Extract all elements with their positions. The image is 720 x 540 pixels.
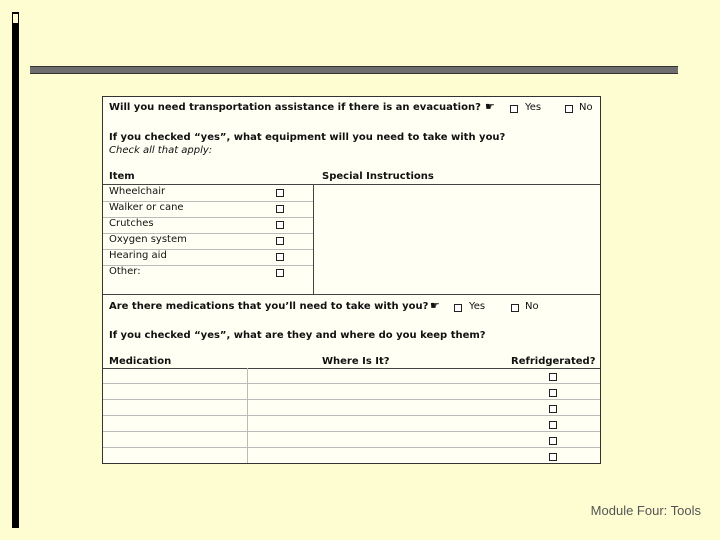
equipment-checkbox[interactable] bbox=[276, 269, 284, 277]
left-vertical-bar bbox=[12, 12, 19, 528]
equipment-item: Other: bbox=[109, 266, 141, 277]
q1-no-label: No bbox=[579, 102, 593, 113]
medication-header-divider bbox=[103, 368, 600, 369]
col-item-header: Item bbox=[109, 171, 135, 182]
q1-yes-checkbox[interactable] bbox=[510, 105, 518, 113]
refrigerated-checkbox[interactable] bbox=[549, 437, 557, 445]
equipment-item: Oxygen system bbox=[109, 234, 187, 245]
q1-yes-label: Yes bbox=[525, 102, 542, 113]
medication-row-rule bbox=[103, 383, 600, 384]
q3-question: Are there medications that you’ll need to take with you? bbox=[109, 301, 429, 312]
equipment-section-divider bbox=[103, 294, 600, 295]
q1-no-checkbox[interactable] bbox=[565, 105, 573, 113]
q3-yes-label: Yes bbox=[469, 301, 486, 312]
hand-pointer-icon: ☛ bbox=[430, 299, 440, 312]
col-where-header: Where Is It? bbox=[322, 356, 390, 367]
col-refrigerated-header: Refridgerated? bbox=[511, 356, 596, 367]
q3-no-checkbox[interactable] bbox=[511, 304, 519, 312]
hand-pointer-icon: ☛ bbox=[485, 100, 495, 113]
refrigerated-checkbox[interactable] bbox=[549, 373, 557, 381]
q2-note: Check all that apply: bbox=[109, 145, 213, 156]
q3-no-label: No bbox=[525, 301, 539, 312]
refrigerated-checkbox[interactable] bbox=[549, 421, 557, 429]
top-horizontal-bar bbox=[30, 66, 678, 74]
q4-question: If you checked “yes”, what are they and where do you keep them? bbox=[109, 330, 486, 341]
medication-row-rule bbox=[103, 431, 600, 432]
equipment-item: Wheelchair bbox=[109, 186, 166, 197]
equipment-checkbox[interactable] bbox=[276, 253, 284, 261]
evacuation-form bbox=[102, 96, 601, 464]
equipment-header-divider bbox=[103, 184, 600, 185]
equipment-checkbox[interactable] bbox=[276, 189, 284, 197]
equipment-item: Crutches bbox=[109, 218, 154, 229]
refrigerated-checkbox[interactable] bbox=[549, 453, 557, 461]
q1-question: Will you need transportation assistance if there is an evacuation? bbox=[109, 102, 481, 113]
q2-question: If you checked “yes”, what equipment will you need to take with you? bbox=[109, 132, 506, 143]
col-special-instructions-header: Special Instructions bbox=[322, 171, 434, 182]
equipment-column-divider bbox=[313, 184, 314, 294]
equipment-checkbox[interactable] bbox=[276, 237, 284, 245]
refrigerated-checkbox[interactable] bbox=[549, 405, 557, 413]
equipment-checkbox[interactable] bbox=[276, 205, 284, 213]
medication-row-rule bbox=[103, 399, 600, 400]
equipment-item: Walker or cane bbox=[109, 202, 184, 213]
footer-module-label: Module Four: Tools bbox=[590, 503, 701, 518]
equipment-item: Hearing aid bbox=[109, 250, 167, 261]
left-bar-notch bbox=[13, 14, 18, 23]
equipment-checkbox[interactable] bbox=[276, 221, 284, 229]
medication-row-rule bbox=[103, 447, 600, 448]
col-medication-header: Medication bbox=[109, 356, 172, 367]
refrigerated-checkbox[interactable] bbox=[549, 389, 557, 397]
q3-yes-checkbox[interactable] bbox=[454, 304, 462, 312]
medication-row-rule bbox=[103, 415, 600, 416]
